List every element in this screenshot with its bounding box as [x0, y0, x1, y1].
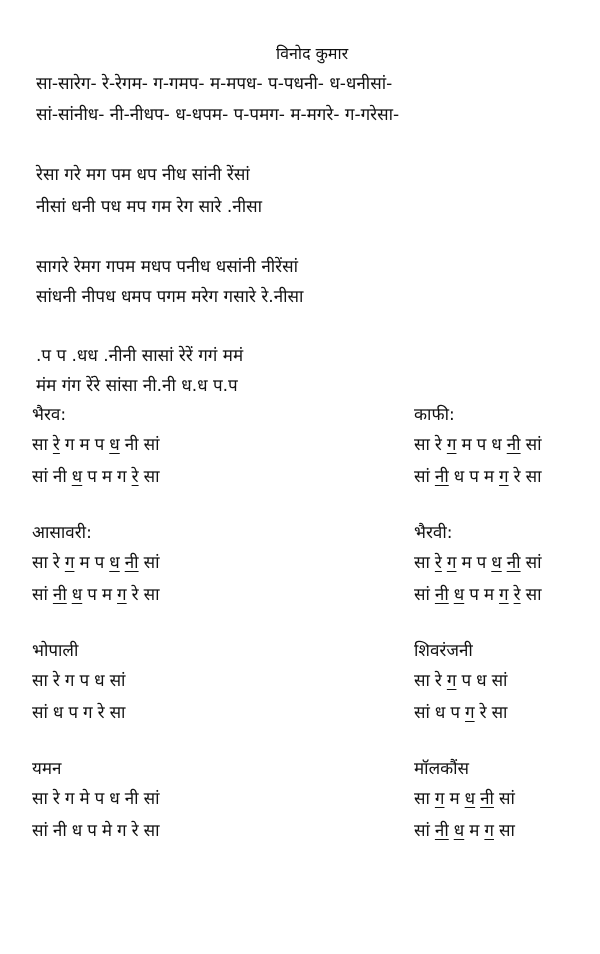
note: सा: [525, 585, 542, 605]
note: सां: [414, 585, 430, 605]
alankar-line-8: मंम गंग रेंरे सांसा नी.नी ध.ध प.प: [36, 376, 238, 396]
raga-name: भैरवी:: [414, 523, 453, 543]
note: सा: [414, 553, 430, 573]
aroha: [32, 552, 272, 574]
note: सां: [32, 467, 48, 487]
komal-note: नी: [434, 585, 449, 605]
note: प: [68, 703, 79, 723]
komal-note: ध: [71, 467, 83, 487]
avaroha: [32, 820, 272, 842]
komal-note: रे: [434, 553, 442, 573]
note: सा: [32, 671, 48, 691]
note: नी: [124, 789, 139, 809]
note: प: [94, 435, 105, 455]
komal-note: ध: [453, 821, 465, 841]
raga-kafi: [414, 404, 600, 498]
aroha: [32, 434, 272, 456]
komal-note: ग: [499, 467, 509, 487]
avaroha: [414, 702, 600, 724]
komal-note: ग: [446, 553, 457, 573]
note: ध: [52, 703, 64, 723]
aroha: [414, 788, 600, 810]
note: मे: [79, 789, 90, 809]
komal-note: नी: [434, 467, 449, 487]
note: रे: [131, 585, 139, 605]
note: प: [94, 553, 105, 573]
note: रे: [479, 703, 487, 723]
komal-note: ध: [109, 553, 120, 573]
note: सां: [143, 789, 160, 809]
note: म: [461, 435, 472, 455]
note: सा: [414, 435, 430, 455]
note: ग: [117, 821, 127, 841]
note: म: [483, 467, 495, 487]
aroha: [414, 434, 600, 456]
komal-note: ग: [499, 585, 509, 605]
komal-note: ग: [434, 789, 445, 809]
note: सां: [414, 821, 430, 841]
alankar-line-5: सागरे रेमग गपम मधप पनीध धसांनी नीरेंसां: [36, 257, 299, 277]
note: ग: [117, 467, 127, 487]
note: सा: [414, 671, 430, 691]
komal-note: ध: [491, 553, 502, 573]
note: म: [461, 553, 472, 573]
note: नी: [124, 435, 139, 455]
komal-note: रे: [513, 585, 521, 605]
note: रे: [97, 703, 105, 723]
raga-yaman: [32, 758, 272, 852]
note: सा: [525, 467, 542, 487]
raga-name: भैरव:: [32, 405, 67, 425]
note: म: [101, 467, 113, 487]
raga-name: भोपाली: [32, 641, 79, 661]
note: प: [87, 821, 97, 841]
note: सा: [498, 821, 515, 841]
note: ग: [64, 671, 75, 691]
note: प: [461, 671, 472, 691]
note: सां: [414, 467, 430, 487]
note: ध: [94, 671, 105, 691]
komal-note: ध: [109, 435, 120, 455]
note: सा: [143, 585, 160, 605]
komal-note: ध: [453, 585, 465, 605]
note: सा: [32, 553, 48, 573]
note: सां: [143, 553, 160, 573]
alankar-line-3: रेसा गरे मग पम धप नीध सांनी रेंसां: [36, 165, 250, 185]
note: सा: [32, 789, 48, 809]
avaroha: [414, 466, 600, 488]
komal-note: नी: [52, 585, 67, 605]
note: सां: [525, 553, 542, 573]
komal-note: रे: [52, 435, 60, 455]
komal-note: नी: [506, 553, 521, 573]
note: सां: [32, 821, 48, 841]
note: रे: [513, 467, 521, 487]
note: प: [476, 435, 487, 455]
note: मे: [101, 821, 113, 841]
note: नी: [52, 821, 67, 841]
avaroha: [414, 820, 600, 842]
avaroha: [414, 584, 600, 606]
note: प: [94, 789, 105, 809]
aroha: [414, 670, 600, 692]
alankar-line-1: सा-सारेग- रे-रेगम- ग-गमप- म-मपध- प-पधनी- ध-धनीसां-: [36, 74, 393, 94]
aroha: [32, 788, 272, 810]
note: सां: [109, 671, 126, 691]
note: म: [483, 585, 495, 605]
note: सां: [32, 585, 48, 605]
komal-note: ग: [446, 435, 457, 455]
note: सां: [143, 435, 160, 455]
aroha: [414, 552, 600, 574]
note: प: [79, 671, 90, 691]
note: ध: [71, 821, 83, 841]
raga-malkauns: [414, 758, 600, 852]
komal-note: नी: [480, 789, 494, 809]
komal-note: ग: [484, 821, 494, 841]
raga-bhairavi: [414, 522, 600, 616]
note: सां: [525, 435, 542, 455]
komal-note: नी: [124, 553, 139, 573]
note: सां: [491, 671, 508, 691]
note: म: [101, 585, 113, 605]
note: ध: [476, 671, 487, 691]
raga-name: यमन: [32, 759, 62, 779]
avaroha: [32, 702, 272, 724]
komal-note: ग: [446, 671, 457, 691]
alankar-line-4: नीसां धनी पध मप गम रेग सारे .नीसा: [36, 197, 263, 217]
note: म: [79, 553, 90, 573]
komal-note: नी: [506, 435, 521, 455]
avaroha: [32, 466, 272, 488]
note: रे: [52, 789, 60, 809]
raga-name: आसावरी:: [32, 523, 92, 543]
note: सां: [498, 789, 515, 809]
note: ग: [64, 435, 75, 455]
raga-shivaranjani: [414, 640, 600, 734]
komal-note: ध: [464, 789, 476, 809]
note: ध: [109, 789, 120, 809]
komal-note: रे: [131, 467, 139, 487]
raga-bhopali: [32, 640, 272, 734]
note: सा: [491, 703, 508, 723]
note: सां: [414, 703, 430, 723]
note: ग: [64, 789, 75, 809]
note: प: [450, 703, 461, 723]
note: रे: [131, 821, 139, 841]
raga-name: शिवरंजनी: [414, 641, 473, 661]
note: रे: [52, 671, 60, 691]
note: प: [476, 553, 487, 573]
note: सा: [32, 435, 48, 455]
note: प: [87, 585, 97, 605]
note: रे: [434, 435, 442, 455]
note: म: [449, 789, 460, 809]
alankar-line-6: सांधनी नीपध धमप पगम मरेग गसारे रे.नीसा: [36, 287, 304, 307]
note: म: [469, 821, 480, 841]
aroha: [32, 670, 272, 692]
note: नी: [52, 467, 67, 487]
note: ग: [83, 703, 93, 723]
note: रे: [434, 671, 442, 691]
note: सा: [143, 821, 160, 841]
raga-name: काफी:: [414, 405, 455, 425]
note: ध: [434, 703, 446, 723]
note: प: [469, 467, 479, 487]
komal-note: ग: [64, 553, 75, 573]
note: प: [87, 467, 97, 487]
avaroha: [32, 584, 272, 606]
note: सा: [109, 703, 126, 723]
note: रे: [52, 553, 60, 573]
komal-note: नी: [434, 821, 449, 841]
komal-note: ग: [465, 703, 475, 723]
note: प: [469, 585, 479, 605]
note: म: [79, 435, 90, 455]
alankar-line-7: .प प .धध .नीनी सासां रेरें गगं ममं: [36, 346, 244, 366]
note: सां: [32, 703, 48, 723]
note: सा: [143, 467, 160, 487]
raga-asavari: [32, 522, 272, 616]
komal-note: ग: [117, 585, 127, 605]
raga-bhairav: [32, 404, 272, 498]
komal-note: ध: [71, 585, 83, 605]
note: ध: [453, 467, 465, 487]
alankar-line-2: सां-सांनीध- नी-नीधप- ध-धपम- प-पमग- म-मगरे- ग-गरेसा-: [36, 105, 400, 125]
note: सा: [414, 789, 430, 809]
raga-name: मॉलकौंस: [414, 759, 470, 779]
author-name: विनोद कुमार: [276, 44, 349, 63]
note: ध: [491, 435, 502, 455]
